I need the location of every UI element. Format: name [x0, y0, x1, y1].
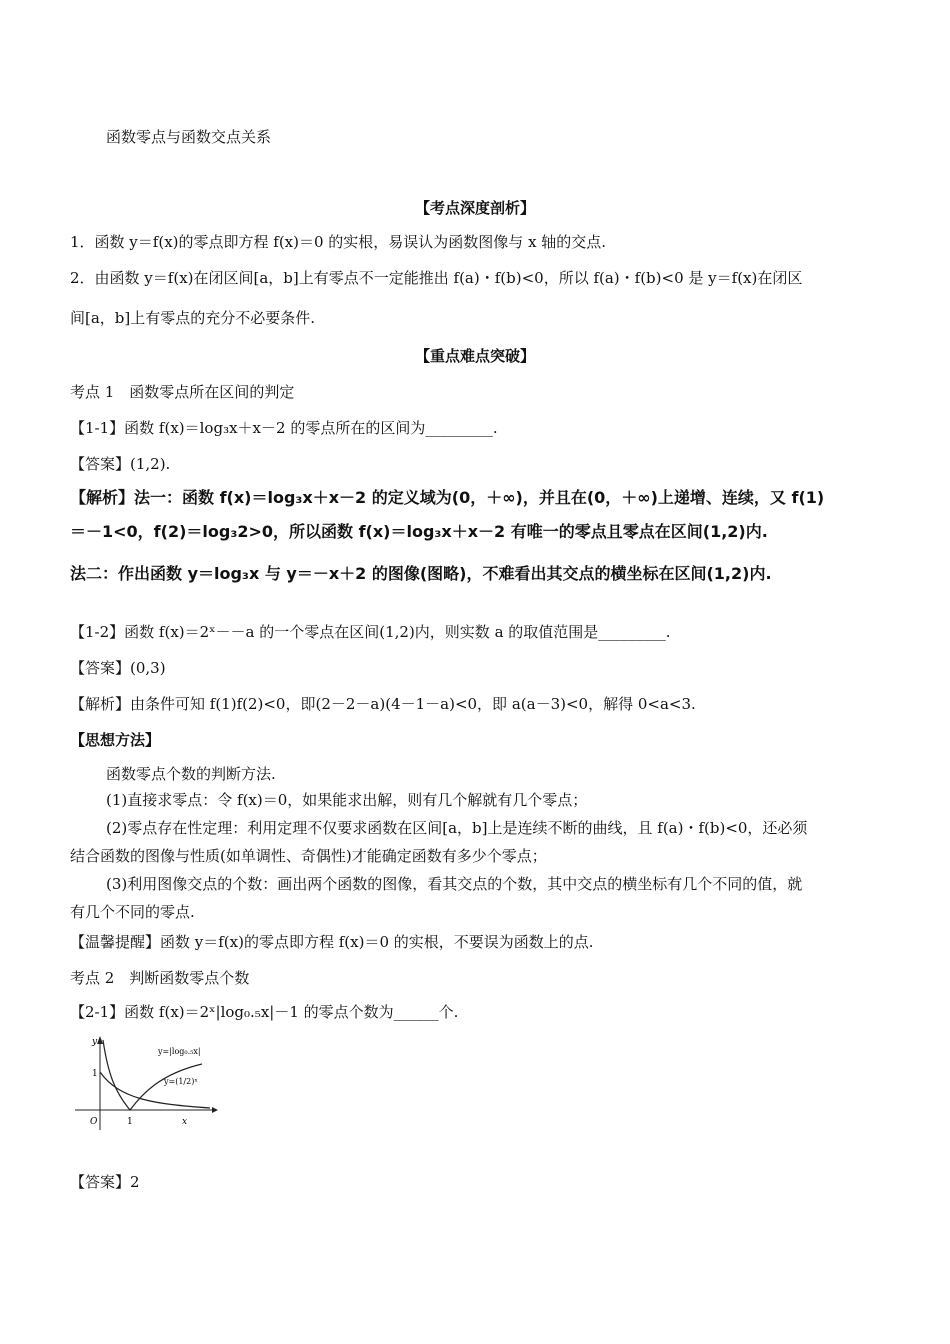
method-2-line-2: 结合函数的图像与性质(如单调性、奇偶性)才能确定函数有多少个零点；	[70, 847, 547, 865]
analysis-1-2: 【解析】由条件可知 f(1)f(2)<0，即(2－2－a)(4－1－a)<0，即 a(a－3)<0，解得 0<a<3.	[70, 695, 696, 713]
curve-label-abs-log: y=|log₀.₅x|	[158, 1047, 201, 1056]
y-axis-arrow	[97, 1036, 103, 1044]
section-heading-analysis: 【考点深度剖析】	[414, 199, 535, 217]
y-axis-label: y	[92, 1037, 98, 1047]
point-1: 1．函数 y＝f(x)的零点即方程 f(x)＝0 的实根，易误认为函数图像与 x 轴的交点.	[70, 233, 607, 251]
warm-tip: 【温馨提醒】函数 y＝f(x)的零点即方程 f(x)＝0 的实根，不要误为函数上的点.	[70, 933, 594, 951]
x-axis-arrow	[212, 1107, 218, 1113]
question-1-1: 【1-1】函数 f(x)＝log₃x＋x－2 的零点所在的区间为_________.	[70, 419, 498, 437]
curve-label-exp: y=(1/2)ˣ	[164, 1077, 198, 1086]
section-heading-breakthrough: 【重点难点突破】	[414, 347, 535, 365]
tick-label-y-1: 1	[92, 1069, 98, 1079]
method-3-line-2: 有几个不同的零点.	[70, 903, 195, 921]
method-heading: 【思想方法】	[70, 731, 161, 749]
point-2-line-2: 间[a，b]上有零点的充分不必要条件.	[70, 309, 316, 327]
analysis-1-1-line-1: 【解析】法一：函数 f(x)＝log₃x＋x－2 的定义域为(0，＋∞)，并且在(0，＋∞)上递增、连续，又 f(1)	[70, 488, 825, 507]
kaodian-2-title: 考点 2 判断函数零点个数	[70, 969, 250, 987]
origin-label: O	[90, 1117, 98, 1127]
method-1: (1)直接求零点：令 f(x)＝0，如果能求出解，则有几个解就有几个零点；	[106, 791, 588, 809]
function-graph	[70, 1034, 220, 1134]
point-2-line-1: 2．由函数 y＝f(x)在闭区间[a，b]上有零点不一定能推出 f(a)・f(b)<0，所以 f(a)・f(b)<0 是 y＝f(x)在闭区	[70, 269, 803, 287]
answer-2-1: 【答案】2	[70, 1173, 140, 1191]
analysis-1-1-line-3: 法二：作出函数 y＝log₃x 与 y＝－x＋2 的图像(图略)，不难看出其交点的横坐标在区间(1,2)内.	[70, 564, 772, 583]
answer-1-1: 【答案】(1,2).	[70, 455, 171, 473]
question-2-1: 【2-1】函数 f(x)＝2ˣ|log₀.₅x|－1 的零点个数为______个.	[70, 1003, 459, 1021]
method-intro: 函数零点个数的判断方法.	[106, 765, 276, 783]
tick-label-x-1: 1	[127, 1117, 133, 1127]
kaodian-1-title: 考点 1 函数零点所在区间的判定	[70, 383, 295, 401]
document-title: 函数零点与函数交点关系	[106, 128, 272, 146]
method-2-line-1: (2)零点存在性定理：利用定理不仅要求函数在区间[a，b]上是连续不断的曲线，且 f(a)・f(b)<0，还必须	[106, 819, 808, 837]
question-1-2: 【1-2】函数 f(x)＝2ˣ－－a 的一个零点在区间(1,2)内，则实数 a 的取值范围是_________.	[70, 623, 671, 641]
analysis-1-1-line-2: ＝－1<0，f(2)＝log₃2>0，所以函数 f(x)＝log₃x＋x－2 有唯一的零点且零点在区间(1,2)内.	[70, 522, 768, 541]
x-axis-label: x	[182, 1117, 188, 1127]
answer-1-2: 【答案】(0,3)	[70, 659, 166, 677]
method-3-line-1: (3)利用图像交点的个数：画出两个函数的图像，看其交点的个数，其中交点的横坐标有几个不同的值，就	[106, 875, 803, 893]
